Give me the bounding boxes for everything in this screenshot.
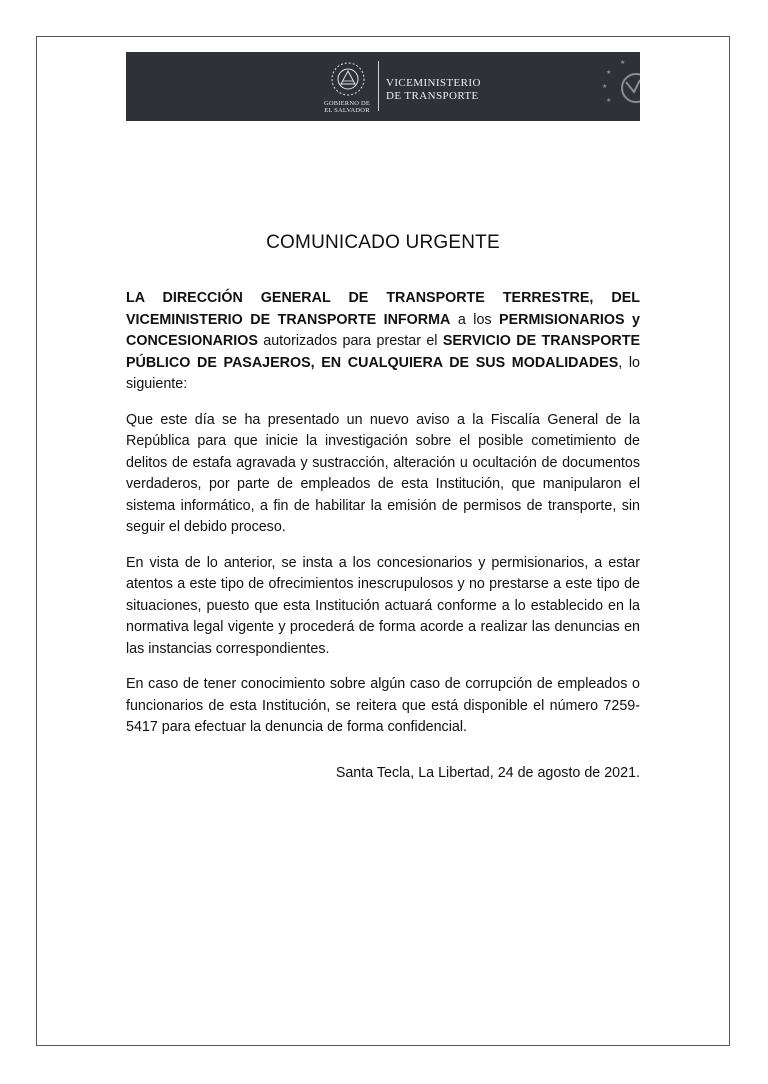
coat-of-arms-icon: [330, 61, 366, 97]
place-date-signoff: Santa Tecla, La Libertad, 24 de agosto de 2021.: [335, 765, 640, 781]
svg-text:★: ★: [620, 60, 626, 66]
header-banner: [126, 52, 640, 121]
intro-bold-3: SERVICIO DE TRANSPORTE PÚBLICO DE PASAJEROS, EN CUALQUIERA DE SUS MODALIDADES: [126, 333, 640, 371]
gov-line-1: GOBIERNO DE: [323, 100, 371, 107]
banner-divider: [378, 61, 379, 111]
paragraph-investigation: Que este día se ha presentado un nuevo aviso a la Fiscalía General de la República para que inicie la investigación sobre el posible cometimiento de delitos de estafa agravada y sustracción, alteración u ocultación de documentos verdaderos, por parte de empleados de esta Institución, que manipularon el sistema informático, a fin de habilitar la emisión de permisos de transporte, sin seguir el debido proceso.: [126, 411, 640, 535]
svg-text:★: ★: [602, 84, 608, 90]
svg-text:★: ★: [606, 70, 612, 76]
document-body: [126, 288, 640, 753]
document-title: COMUNICADO URGENTE: [266, 232, 500, 253]
vice-line-1: VICEMINISTERIO: [386, 77, 481, 89]
government-label: [316, 100, 378, 114]
svg-text:★: ★: [606, 98, 612, 104]
gov-line-2: EL SALVADOR: [324, 107, 370, 114]
intro-bold-2: PERMISIONARIOS y CONCESIONARIOS: [126, 311, 641, 349]
intro-text-2: autorizados para prestar el: [257, 333, 443, 349]
paragraph-warning: En vista de lo anterior, se insta a los concesionarios y permisionarios, a estar atentos a este tipo de ofrecimientos inescrupulosos y no prestarse a este tipo de situaciones, puesto que esta Institución actuará conforme a lo establecido en la normativa legal vigente y procederá de forma acorde a realizar las denuncias en las instancias correspondientes.: [126, 554, 640, 657]
ministry-label: [386, 77, 481, 103]
paragraph-hotline: En caso de tener conocimiento sobre algún caso de corrupción de empleados o funcionarios de esta Institución, se reitera que está disponible el número 7259-5417 para efectuar la denuncia de forma confidencial.: [126, 676, 640, 735]
intro-bold-1: LA DIRECCIÓN GENERAL DE TRANSPORTE TERRESTRE, DEL VICEMINISTERIO DE TRANSPORTE INFORMA: [126, 290, 640, 328]
partial-emblem-icon: [600, 52, 640, 121]
intro-text-1: a los: [450, 311, 500, 328]
intro-paragraph: [126, 288, 640, 396]
vice-line-2: DE TRANSPORTE: [386, 90, 479, 102]
intro-text-3: , lo siguiente:: [126, 354, 640, 392]
